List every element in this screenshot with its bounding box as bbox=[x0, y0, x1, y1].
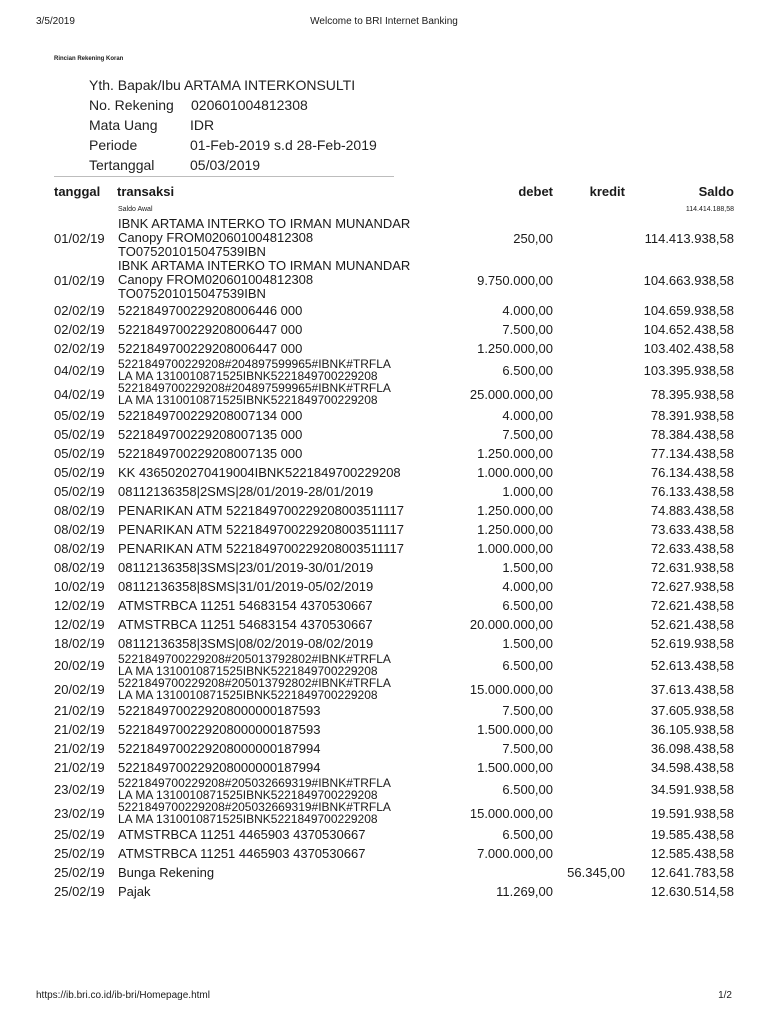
row-saldo: 52.619.938,58 bbox=[650, 636, 734, 651]
row-debet: 6.500,00 bbox=[502, 657, 553, 673]
description-line: 08112136358|8SMS|31/01/2019-05/02/2019 bbox=[118, 579, 374, 594]
row-kredit bbox=[553, 777, 625, 801]
row-debet bbox=[457, 863, 553, 882]
row-kredit bbox=[553, 701, 625, 720]
table-row bbox=[54, 758, 734, 777]
row-debet: 20.000.000,00 bbox=[469, 617, 553, 632]
row-description bbox=[117, 520, 457, 539]
table-row bbox=[54, 739, 734, 758]
table-row bbox=[54, 701, 734, 720]
row-date: 25/02/19 bbox=[54, 865, 105, 880]
row-saldo: 78.384.438,58 bbox=[650, 427, 734, 442]
row-debet: 7.500,00 bbox=[502, 741, 553, 756]
description-line: IBNK ARTAMA INTERKO TO IRMAN MUNANDAR bbox=[118, 258, 411, 273]
row-date: 18/02/19 bbox=[54, 636, 105, 651]
row-description bbox=[117, 382, 457, 406]
row-date: 21/02/19 bbox=[54, 722, 105, 737]
row-description bbox=[117, 217, 457, 259]
document-title: Rincian Rekening Koran bbox=[54, 56, 124, 62]
print-footer bbox=[36, 990, 732, 1004]
table-row bbox=[54, 425, 734, 444]
description-line: LA MA 1310010871525IBNK5221849700229208 bbox=[118, 369, 378, 383]
row-debet: 1.250.000,00 bbox=[477, 503, 553, 518]
row-description bbox=[117, 844, 457, 863]
col-header-tanggal: tanggal bbox=[54, 183, 101, 199]
row-saldo: 76.133.438,58 bbox=[650, 484, 734, 499]
row-saldo: 19.585.438,58 bbox=[650, 827, 734, 842]
row-debet: 250,00 bbox=[513, 230, 553, 246]
row-date: 23/02/19 bbox=[54, 781, 105, 797]
row-description bbox=[117, 577, 457, 596]
row-saldo: 103.395.938,58 bbox=[643, 362, 734, 378]
description-line: 5221849700229208000000187593 bbox=[118, 703, 321, 718]
table-row bbox=[54, 615, 734, 634]
description-line: PENARIKAN ATM 5221849700229208003511117 bbox=[118, 522, 404, 537]
description-line: KK 4365020270419004IBNK5221849700229208 bbox=[118, 465, 401, 480]
row-description bbox=[117, 425, 457, 444]
description-line: 5221849700229208007135 000 bbox=[118, 446, 303, 461]
description-line: PENARIKAN ATM 5221849700229208003511117 bbox=[118, 541, 404, 556]
row-description bbox=[117, 720, 457, 739]
row-description bbox=[117, 677, 457, 701]
row-saldo: 72.631.938,58 bbox=[650, 560, 734, 575]
row-kredit bbox=[553, 259, 625, 301]
description-line: 5221849700229208006446 000 bbox=[118, 303, 303, 318]
table-row bbox=[54, 320, 734, 339]
print-date: 3/5/2019 bbox=[36, 16, 75, 27]
description-line: Bunga Rekening bbox=[118, 865, 215, 880]
row-debet: 7.000.000,00 bbox=[477, 846, 553, 861]
row-kredit bbox=[553, 825, 625, 844]
row-kredit bbox=[553, 320, 625, 339]
row-debet: 1.250.000,00 bbox=[477, 446, 553, 461]
row-saldo: 19.591.938,58 bbox=[650, 805, 734, 821]
row-date: 25/02/19 bbox=[54, 884, 105, 899]
row-debet: 15.000.000,00 bbox=[469, 805, 553, 821]
table-row bbox=[54, 577, 734, 596]
table-row bbox=[54, 653, 734, 677]
row-debet: 1.250.000,00 bbox=[477, 522, 553, 537]
period-label: Periode bbox=[89, 137, 138, 153]
row-saldo: 36.105.938,58 bbox=[650, 722, 734, 737]
row-saldo: 104.659.938,58 bbox=[643, 303, 734, 318]
row-kredit bbox=[553, 501, 625, 520]
description-line: ATMSTRBCA 11251 54683154 4370530667 bbox=[118, 598, 373, 613]
table-row bbox=[54, 882, 734, 901]
row-date: 08/02/19 bbox=[54, 522, 105, 537]
row-debet: 7.500,00 bbox=[502, 322, 553, 337]
row-saldo: 78.395.938,58 bbox=[650, 386, 734, 402]
row-date: 12/02/19 bbox=[54, 617, 105, 632]
row-kredit bbox=[553, 615, 625, 634]
row-date: 02/02/19 bbox=[54, 303, 105, 318]
table-row bbox=[54, 259, 734, 301]
row-date: 01/02/19 bbox=[54, 230, 105, 246]
account-number-label: No. Rekening bbox=[89, 97, 174, 113]
row-kredit bbox=[553, 358, 625, 382]
row-kredit bbox=[553, 463, 625, 482]
row-description bbox=[117, 739, 457, 758]
row-description bbox=[117, 801, 457, 825]
description-line: PENARIKAN ATM 5221849700229208003511117 bbox=[118, 503, 404, 518]
row-kredit bbox=[553, 577, 625, 596]
row-kredit bbox=[553, 844, 625, 863]
row-kredit bbox=[553, 520, 625, 539]
table-row bbox=[54, 720, 734, 739]
table-row bbox=[54, 844, 734, 863]
table-row bbox=[54, 539, 734, 558]
description-line: 5221849700229208000000187994 bbox=[118, 741, 321, 756]
currency-value: IDR bbox=[190, 117, 215, 133]
opening-balance-value: 114.414.188,58 bbox=[685, 206, 734, 213]
row-debet: 6.500,00 bbox=[502, 781, 553, 797]
row-description bbox=[117, 463, 457, 482]
transaction-table bbox=[54, 179, 734, 901]
row-date: 21/02/19 bbox=[54, 703, 105, 718]
row-description bbox=[117, 539, 457, 558]
opening-debet-cell bbox=[457, 203, 553, 217]
row-debet: 1.000.000,00 bbox=[477, 541, 553, 556]
table-row bbox=[54, 825, 734, 844]
row-date: 05/02/19 bbox=[54, 484, 105, 499]
row-description bbox=[117, 596, 457, 615]
row-saldo: 103.402.438,58 bbox=[643, 341, 734, 356]
row-date: 23/02/19 bbox=[54, 805, 105, 821]
description-line: 5221849700229208006447 000 bbox=[118, 341, 303, 356]
row-description bbox=[117, 615, 457, 634]
row-kredit bbox=[553, 301, 625, 320]
description-line: LA MA 1310010871525IBNK5221849700229208 bbox=[118, 688, 378, 702]
row-date: 05/02/19 bbox=[54, 446, 105, 461]
row-saldo: 36.098.438,58 bbox=[650, 741, 734, 756]
row-kredit bbox=[553, 739, 625, 758]
description-line: 08112136358|2SMS|28/01/2019-28/01/2019 bbox=[118, 484, 374, 499]
col-header-transaksi: transaksi bbox=[117, 183, 175, 199]
table-row bbox=[54, 501, 734, 520]
currency-label: Mata Uang bbox=[89, 117, 158, 133]
table-row bbox=[54, 558, 734, 577]
row-description bbox=[117, 259, 457, 301]
row-debet: 4.000,00 bbox=[502, 408, 553, 423]
table-row bbox=[54, 301, 734, 320]
row-saldo: 34.598.438,58 bbox=[650, 760, 734, 775]
row-date: 01/02/19 bbox=[54, 272, 105, 288]
row-kredit bbox=[553, 882, 625, 901]
row-kredit bbox=[553, 539, 625, 558]
row-debet: 4.000,00 bbox=[502, 579, 553, 594]
description-line: ATMSTRBCA 11251 4465903 4370530667 bbox=[118, 827, 366, 842]
table-header-row bbox=[54, 179, 734, 203]
statement-date-row bbox=[89, 155, 355, 175]
col-header-kredit: kredit bbox=[589, 183, 625, 199]
table-row bbox=[54, 801, 734, 825]
row-description bbox=[117, 882, 457, 901]
description-line: ATMSTRBCA 11251 4465903 4370530667 bbox=[118, 846, 366, 861]
table-row bbox=[54, 520, 734, 539]
description-line: 5221849700229208#205013792802#IBNK#TRFLA bbox=[118, 676, 391, 690]
row-saldo: 104.652.438,58 bbox=[643, 322, 734, 337]
description-line: 5221849700229208007135 000 bbox=[118, 427, 303, 442]
account-number-value: 020601004812308 bbox=[191, 97, 308, 113]
description-line: LA MA 1310010871525IBNK5221849700229208 bbox=[118, 788, 378, 802]
row-kredit bbox=[553, 406, 625, 425]
row-description bbox=[117, 701, 457, 720]
period-row bbox=[89, 135, 377, 155]
page-number: 1/2 bbox=[718, 990, 732, 1001]
table-row bbox=[54, 444, 734, 463]
row-kredit bbox=[553, 596, 625, 615]
description-line: 5221849700229208000000187994 bbox=[118, 760, 321, 775]
row-description bbox=[117, 501, 457, 520]
print-page-title: Welcome to BRI Internet Banking bbox=[310, 16, 458, 27]
greeting-row bbox=[89, 75, 355, 95]
statement-date-label: Tertanggal bbox=[89, 157, 155, 173]
row-description bbox=[117, 777, 457, 801]
currency-row bbox=[89, 115, 355, 135]
row-date: 25/02/19 bbox=[54, 827, 105, 842]
row-date: 20/02/19 bbox=[54, 681, 105, 697]
opening-kredit-cell bbox=[553, 203, 625, 217]
table-row bbox=[54, 777, 734, 801]
row-saldo: 12.585.438,58 bbox=[650, 846, 734, 861]
table-row bbox=[54, 463, 734, 482]
row-debet: 7.500,00 bbox=[502, 427, 553, 442]
description-line: 5221849700229208#204897599965#IBNK#TRFLA bbox=[118, 357, 391, 371]
account-number-row bbox=[89, 95, 355, 115]
row-debet: 1.500.000,00 bbox=[477, 760, 553, 775]
row-description bbox=[117, 558, 457, 577]
table-row bbox=[54, 382, 734, 406]
row-debet: 6.500,00 bbox=[502, 827, 553, 842]
description-line: LA MA 1310010871525IBNK5221849700229208 bbox=[118, 393, 378, 407]
table-row bbox=[54, 596, 734, 615]
row-kredit bbox=[553, 339, 625, 358]
row-date: 08/02/19 bbox=[54, 503, 105, 518]
description-line: Canopy FROM020601004812308 bbox=[118, 272, 314, 287]
table-row bbox=[54, 406, 734, 425]
row-description bbox=[117, 320, 457, 339]
customer-name: ARTAMA INTERKONSULTI bbox=[183, 77, 356, 93]
row-debet: 15.000.000,00 bbox=[469, 681, 553, 697]
description-line: 08112136358|3SMS|08/02/2019-08/02/2019 bbox=[118, 636, 374, 651]
row-debet: 25.000.000,00 bbox=[469, 386, 553, 402]
row-kredit bbox=[553, 758, 625, 777]
description-line: TO075201015047539IBN bbox=[118, 244, 266, 259]
row-date: 20/02/19 bbox=[54, 657, 105, 673]
row-debet: 1.000.000,00 bbox=[477, 465, 553, 480]
description-line: LA MA 1310010871525IBNK5221849700229208 bbox=[118, 812, 378, 826]
row-kredit bbox=[553, 720, 625, 739]
row-saldo: 77.134.438,58 bbox=[650, 446, 734, 461]
row-debet: 7.500,00 bbox=[502, 703, 553, 718]
row-saldo: 34.591.938,58 bbox=[650, 781, 734, 797]
row-date: 21/02/19 bbox=[54, 760, 105, 775]
row-kredit bbox=[553, 382, 625, 406]
col-header-saldo: Saldo bbox=[698, 183, 734, 199]
row-saldo: 114.413.938,58 bbox=[644, 230, 734, 246]
row-debet: 1.500.000,00 bbox=[477, 722, 553, 737]
description-line: Canopy FROM020601004812308 bbox=[118, 230, 314, 245]
row-debet: 6.500,00 bbox=[502, 362, 553, 378]
row-saldo: 72.633.438,58 bbox=[650, 541, 734, 556]
row-kredit: 56.345,00 bbox=[567, 865, 625, 880]
row-date: 10/02/19 bbox=[54, 579, 105, 594]
row-description bbox=[117, 825, 457, 844]
header-divider bbox=[54, 176, 394, 177]
row-description bbox=[117, 863, 457, 882]
row-description bbox=[117, 758, 457, 777]
page-url: https://ib.bri.co.id/ib-bri/Homepage.html bbox=[36, 990, 210, 1001]
description-line: 5221849700229208#205013792802#IBNK#TRFLA bbox=[118, 652, 391, 666]
row-date: 08/02/19 bbox=[54, 560, 105, 575]
row-date: 12/02/19 bbox=[54, 598, 105, 613]
table-row bbox=[54, 358, 734, 382]
row-saldo: 72.621.438,58 bbox=[650, 598, 734, 613]
row-date: 04/02/19 bbox=[54, 386, 105, 402]
description-line: 5221849700229208#205032669319#IBNK#TRFLA bbox=[118, 800, 391, 814]
row-saldo: 37.605.938,58 bbox=[650, 703, 734, 718]
row-debet: 4.000,00 bbox=[502, 303, 553, 318]
opening-date-cell bbox=[54, 203, 117, 217]
row-date: 04/02/19 bbox=[54, 362, 105, 378]
row-debet: 1.500,00 bbox=[502, 560, 553, 575]
row-description bbox=[117, 339, 457, 358]
row-saldo: 73.633.438,58 bbox=[650, 522, 734, 537]
row-debet: 1.250.000,00 bbox=[477, 341, 553, 356]
description-line: LA MA 1310010871525IBNK5221849700229208 bbox=[118, 664, 378, 678]
row-date: 25/02/19 bbox=[54, 846, 105, 861]
row-description bbox=[117, 444, 457, 463]
table-row bbox=[54, 482, 734, 501]
row-description bbox=[117, 301, 457, 320]
row-date: 05/02/19 bbox=[54, 465, 105, 480]
description-line: TO075201015047539IBN bbox=[118, 286, 266, 301]
row-description bbox=[117, 358, 457, 382]
description-line: 5221849700229208006447 000 bbox=[118, 322, 303, 337]
row-description bbox=[117, 406, 457, 425]
row-saldo: 52.613.438,58 bbox=[650, 657, 734, 673]
row-kredit bbox=[553, 801, 625, 825]
table-row bbox=[54, 217, 734, 259]
row-kredit bbox=[553, 558, 625, 577]
print-header bbox=[36, 16, 732, 30]
row-debet: 9.750.000,00 bbox=[477, 272, 553, 288]
row-saldo: 72.627.938,58 bbox=[650, 579, 734, 594]
description-line: 5221849700229208007134 000 bbox=[118, 408, 303, 423]
row-saldo: 52.621.438,58 bbox=[650, 617, 734, 632]
table-row bbox=[54, 863, 734, 882]
col-header-debet: debet bbox=[518, 183, 553, 199]
row-debet: 11.269,00 bbox=[496, 884, 553, 899]
period-value: 01-Feb-2019 s.d 28-Feb-2019 bbox=[190, 137, 377, 153]
row-date: 08/02/19 bbox=[54, 541, 105, 556]
row-date: 02/02/19 bbox=[54, 322, 105, 337]
row-description bbox=[117, 482, 457, 501]
row-kredit bbox=[553, 425, 625, 444]
row-saldo: 37.613.438,58 bbox=[650, 681, 734, 697]
statement-date-value: 05/03/2019 bbox=[190, 157, 261, 173]
row-debet: 1.000,00 bbox=[502, 484, 553, 499]
description-line: 5221849700229208#204897599965#IBNK#TRFLA bbox=[118, 381, 391, 395]
row-saldo: 12.641.783,58 bbox=[650, 865, 734, 880]
description-line: 5221849700229208000000187593 bbox=[118, 722, 321, 737]
row-kredit bbox=[553, 444, 625, 463]
row-kredit bbox=[553, 217, 625, 259]
row-kredit bbox=[553, 653, 625, 677]
row-date: 05/02/19 bbox=[54, 408, 105, 423]
table-row bbox=[54, 339, 734, 358]
row-date: 05/02/19 bbox=[54, 427, 105, 442]
row-kredit bbox=[553, 482, 625, 501]
description-line: ATMSTRBCA 11251 54683154 4370530667 bbox=[118, 617, 373, 632]
row-saldo: 76.134.438,58 bbox=[650, 465, 734, 480]
opening-balance-label: Saldo Awal bbox=[118, 206, 153, 213]
row-description bbox=[117, 634, 457, 653]
description-line: 5221849700229208#205032669319#IBNK#TRFLA bbox=[118, 776, 391, 790]
row-debet: 1.500,00 bbox=[502, 636, 553, 651]
row-kredit bbox=[553, 634, 625, 653]
greeting-label: Yth. Bapak/Ibu bbox=[89, 77, 181, 93]
row-kredit bbox=[553, 677, 625, 701]
row-saldo: 78.391.938,58 bbox=[650, 408, 734, 423]
row-date: 21/02/19 bbox=[54, 741, 105, 756]
row-description bbox=[117, 653, 457, 677]
description-line: Pajak bbox=[118, 884, 151, 899]
table-row bbox=[54, 677, 734, 701]
row-date: 02/02/19 bbox=[54, 341, 105, 356]
table-row bbox=[54, 634, 734, 653]
row-debet: 6.500,00 bbox=[502, 598, 553, 613]
row-saldo: 104.663.938,58 bbox=[643, 272, 734, 288]
row-saldo: 74.883.438,58 bbox=[650, 503, 734, 518]
account-info bbox=[89, 75, 377, 175]
row-saldo: 12.630.514,58 bbox=[650, 884, 734, 899]
description-line: 08112136358|3SMS|23/01/2019-30/01/2019 bbox=[118, 560, 374, 575]
opening-balance-row bbox=[54, 203, 734, 217]
description-line: IBNK ARTAMA INTERKO TO IRMAN MUNANDAR bbox=[118, 216, 411, 231]
